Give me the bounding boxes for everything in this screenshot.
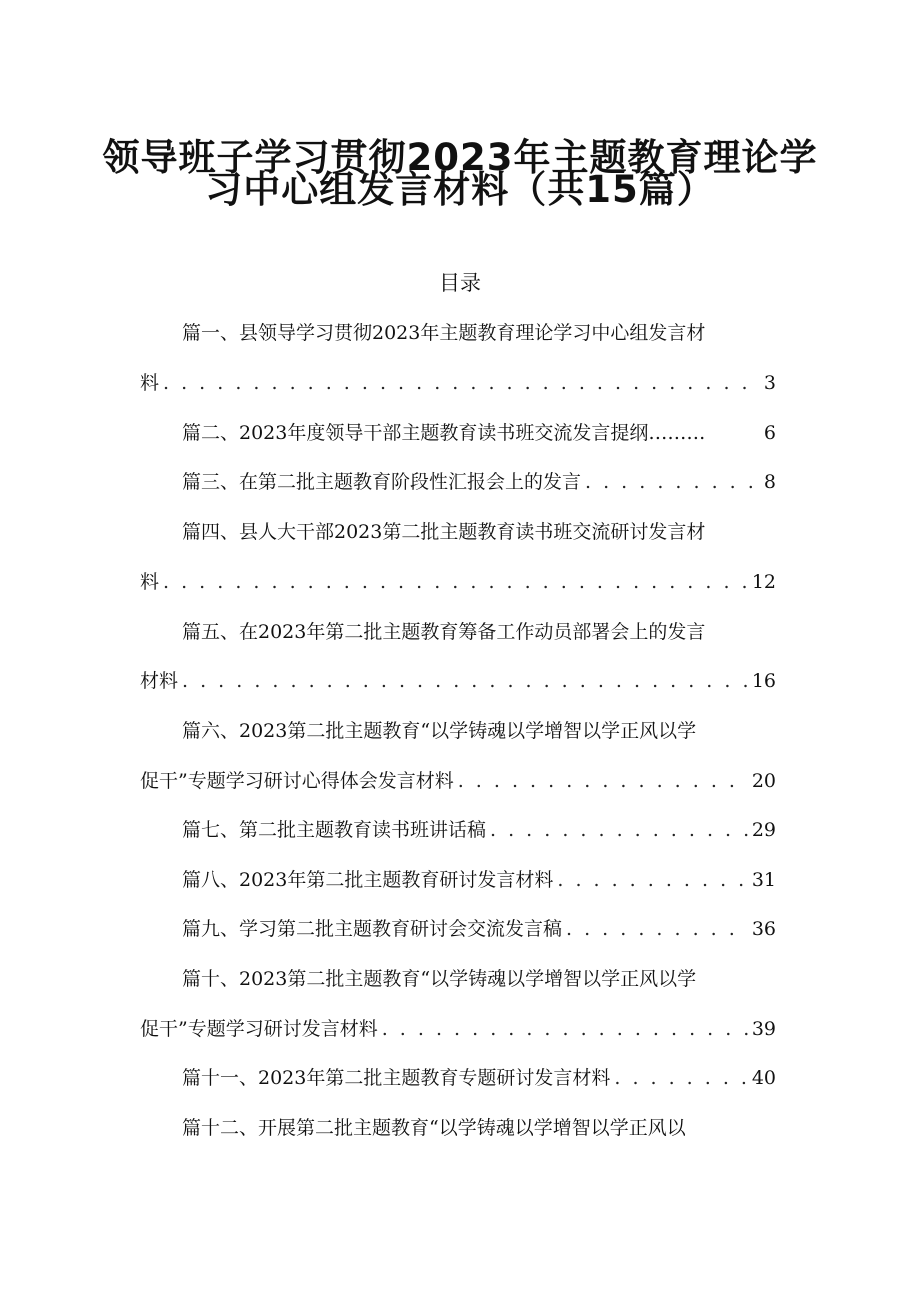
toc-entry-text: 促干”专题学习研讨心得体会发言材料	[140, 770, 454, 792]
document-title-line-1: 领导班子学习贯彻2023年主题教育理论学	[102, 136, 818, 179]
toc-entry-10-line-1[interactable]	[182, 962, 776, 996]
toc-entry-text: 篇八、2023年第二批主题教育研讨发言材料	[182, 869, 554, 891]
toc-entry-text: 促干”专题学习研讨发言材料	[140, 1018, 378, 1040]
toc-entry-4-line-2[interactable]	[140, 565, 776, 599]
toc-entry-7[interactable]	[182, 813, 776, 847]
toc-page-number: 12	[751, 571, 776, 593]
toc-entry-text: 篇四、县人大干部2023第二批主题教育读书班交流研讨发言材	[182, 521, 706, 543]
toc-entry-text: 篇一、县领导学习贯彻2023年主题教育理论学习中心组发言材	[182, 322, 706, 344]
toc-entry-8[interactable]	[182, 863, 776, 897]
toc-entry-10-line-2[interactable]	[140, 1012, 776, 1046]
toc-page-number: 3	[763, 372, 776, 394]
toc-leader-dots	[581, 465, 760, 499]
toc-page-number: 16	[751, 670, 776, 692]
toc-entry-text: 篇二、2023年度领导干部主题教育读书班交流发言提纲………	[182, 422, 706, 444]
toc-entry-5-line-2[interactable]	[140, 664, 776, 698]
toc-entry-text: 材料	[140, 670, 179, 692]
toc-entry-text: 篇十、2023第二批主题教育“以学铸魂以学增智以学正风以学	[182, 968, 697, 990]
toc-entry-1-line-2[interactable]	[140, 366, 776, 400]
toc-entry-4-line-1[interactable]	[182, 515, 776, 549]
toc-entry-text: 篇三、在第二批主题教育阶段性汇报会上的发言	[182, 471, 582, 493]
toc-leader-dots	[378, 1012, 748, 1046]
toc-entry-6-line-2[interactable]	[140, 764, 776, 798]
toc-leader-dots	[159, 565, 748, 599]
toc-leader-dots	[486, 813, 748, 847]
toc-leader-dots	[610, 1061, 747, 1095]
toc-page-number: 40	[751, 1067, 776, 1089]
toc-entry-1-line-1[interactable]	[182, 316, 776, 350]
toc-page-number: 8	[763, 471, 776, 493]
toc-entry-text: 篇六、2023第二批主题教育“以学铸魂以学增智以学正风以学	[182, 720, 697, 742]
toc-entry-text: 篇九、学习第二批主题教育研讨会交流发言稿	[182, 918, 563, 940]
toc-page-number: 39	[751, 1018, 776, 1040]
document-title-line-2: 习中心组发言材料（共15篇）	[205, 168, 715, 211]
toc-entry-5-line-1[interactable]	[182, 615, 776, 649]
toc-entry-text: 料	[140, 571, 160, 593]
toc-entry-text: 料	[140, 372, 160, 394]
toc-leader-dots	[553, 863, 747, 897]
toc-page-number: 20	[751, 770, 776, 792]
toc-entry-text: 篇十二、开展第二批主题教育“以学铸魂以学增智以学正风以	[182, 1117, 686, 1139]
toc-page-number: 6	[763, 422, 776, 444]
toc-entry-6-line-1[interactable]	[182, 714, 776, 748]
toc-entry-2[interactable]	[182, 416, 776, 450]
toc-page-number: 31	[751, 869, 776, 891]
toc-entry-text: 篇五、在2023年第二批主题教育筹备工作动员部署会上的发言	[182, 621, 706, 643]
toc-leader-dots	[178, 664, 748, 698]
toc-entry-12-line-1[interactable]	[182, 1111, 776, 1145]
toc-entry-text: 篇十一、2023年第二批主题教育专题研讨发言材料	[182, 1067, 611, 1089]
toc-entry-11[interactable]	[182, 1061, 776, 1095]
toc-entry-3[interactable]	[182, 465, 776, 499]
toc-leader-dots	[159, 366, 760, 400]
toc-page-number: 36	[751, 918, 776, 940]
toc-entry-9[interactable]	[182, 912, 776, 946]
toc-leader-dots	[454, 764, 748, 798]
toc-heading: 目录	[439, 271, 481, 295]
toc-page-number: 29	[751, 819, 776, 841]
toc-entry-text: 篇七、第二批主题教育读书班讲话稿	[182, 819, 487, 841]
toc-leader-dots	[562, 912, 748, 946]
